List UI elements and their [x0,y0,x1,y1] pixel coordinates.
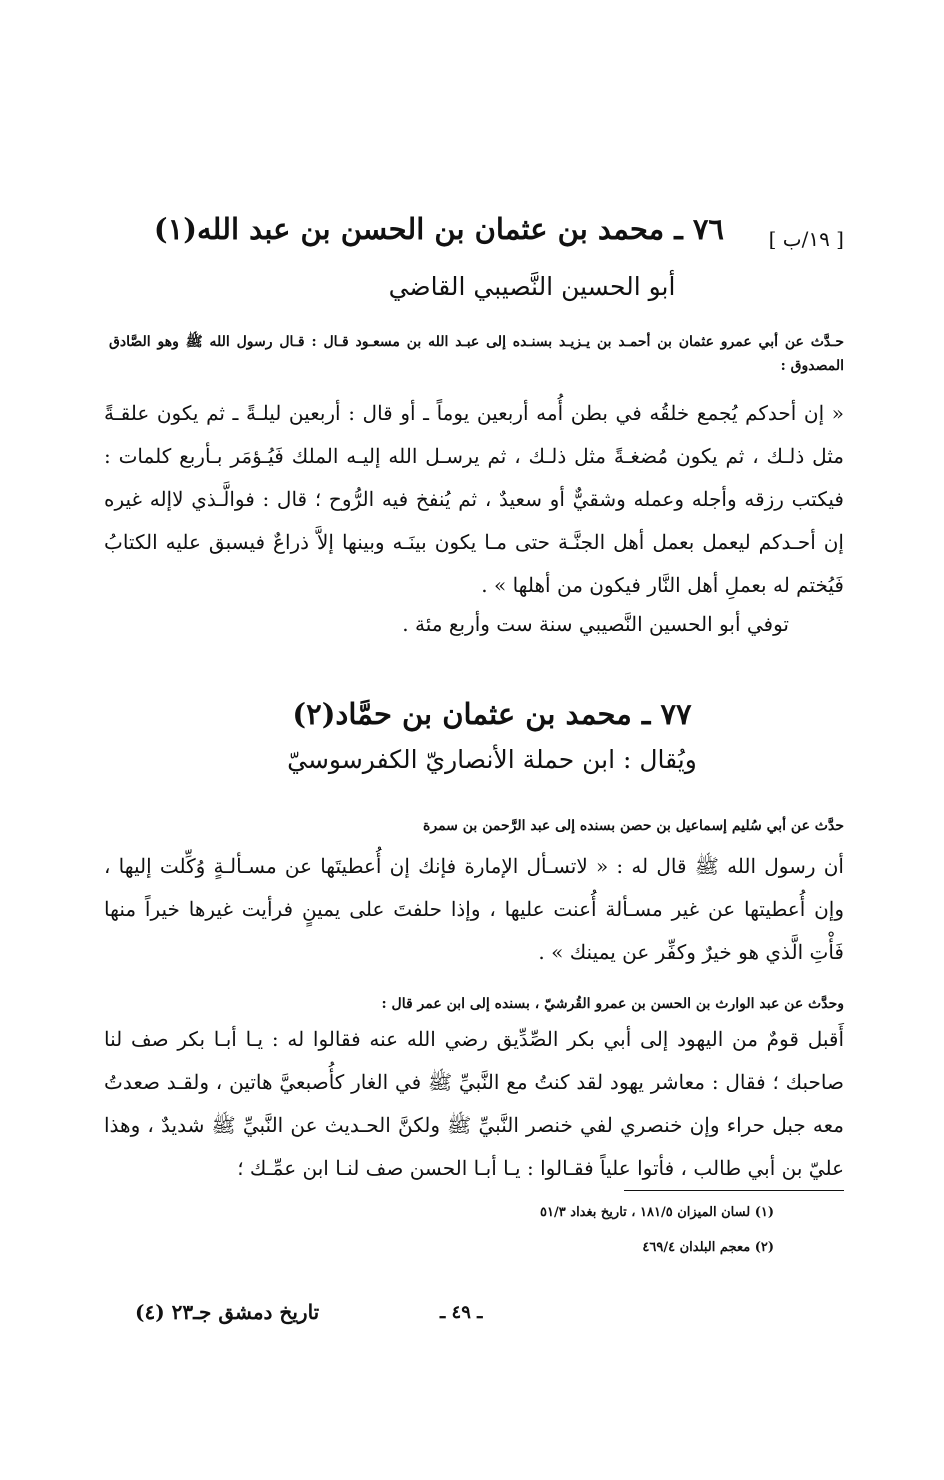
entry-76-subtitle: أبو الحسين النَّصيبي القاضي [388,272,676,301]
entry-76-isnad: حـدَّث عن أبي عمرو عثمان بن أحمـد بن يـزيـد بسنـده إلى عبـد الله بن مسعـود قـال : قـال رسول الله ﷺ وهو الصَّادق المصدوق : [109,334,844,374]
footnote-1: (١) لسان الميزان ١٨١/٥ ، تاريخ بغداد ٥١/٣ [540,1205,774,1220]
footnote-2: (٢) معجم البلدان ٤٦٩/٤ [642,1240,774,1255]
entry-77-hadith-1: أن رسول الله ﷺ قال له : « لاتسـأل الإمارة فإنك إن أُعطيتَها عن مسـألـةٍ وُكِّلت إليها ، وإن أُعطيتها عن غير مسـألة أُعنت عليها ، وإذا حلفتَ على يمينٍ فرأيت غيرها خيراً منها فَأْتِ الَّذي هو خيرٌ وكفِّر عن يمينك » . [104,854,844,964]
folio-marker: [ ١٩/ب ] [768,227,844,251]
page-number: ـ ٤٩ ـ [440,1302,483,1323]
footnote-divider [624,1190,844,1191]
entry-77-isnad-2: وحدَّث عن عبد الوارث بن الحسن بن عمرو القُرشيّ ، بسنده إلى ابن عمر قال : [381,996,844,1012]
entry-77-subtitle: ويُقال : ابن حملة الأنصاريّ الكفرسوسيّ [287,745,697,774]
series-title: تاريخ دمشق جـ٢٣ (٤) [135,1300,320,1324]
entry-76-hadith: « إن أحدكم يُجمع خلقُه في بطن أُمه أربعين يوماً ـ أو قال : أربعين ليلـةً ـ ثم يكون علقـةً مثل ذلـك ، ثم يكون مُضغـةً مثل ذلـك ، ثم يرسـل الله إليـه الملك فَيُـؤمَر بـأربع كلمات : فيكتب رزقه وأجله وعمله وشقيٌّ أو سعيدٌ ، ثم يُنفخ فيه الرُّوح ؛ قال : فوالَّـذي لاإله غيره إن أحـدكم ليعمل بعمل أهل الجنَّـة حتى مـا يكون بينَـه وبينها إلاَّ ذراعٌ فيسبق عليه الكتابُ فَيُختم له بعملِ أهل النَّار فيكون من أهلها » . [104,401,845,597]
entry-76-title: ٧٦ ـ محمد بن عثمان بن الحسن بن عبد الله(١) [153,212,724,246]
entry-76-death-note: توفي أبو الحسين النَّصيبي سنة ست وأربع مئة . [402,612,789,636]
entry-77-title: ٧٧ ـ محمد بن عثمان بن حمَّاد(٢) [292,697,692,731]
entry-77-narrative: أَقبل قومٌ من اليهود إلى أبي بكر الصِّدِّيق رضي الله عنه فقالوا له : يـا أبـا بكر صف لنا صاحبك ؛ فقال : معاشر يهود لقد كنتُ مع النَّبيِّ ﷺ في الغار كأُصبعيَّ هاتين ، ولقـد صعدتُ معه جبل حراء وإن خنصري لفي خنصر النَّبيِّ ﷺ ولكنَّ الحـديث عن النَّبيِّ ﷺ شديدٌ ، وهذا عليّ بن أبي طالب ، فأتوا علياً فقـالوا : يـا أبـا الحسن صف لنـا ابن عمِّـك ؛ [104,1027,844,1180]
entry-77-isnad-1: حدَّث عن أبي سُليم إسماعيل بن حصن بسنده إلى عبد الرَّحمن بن سمرة [423,818,844,834]
